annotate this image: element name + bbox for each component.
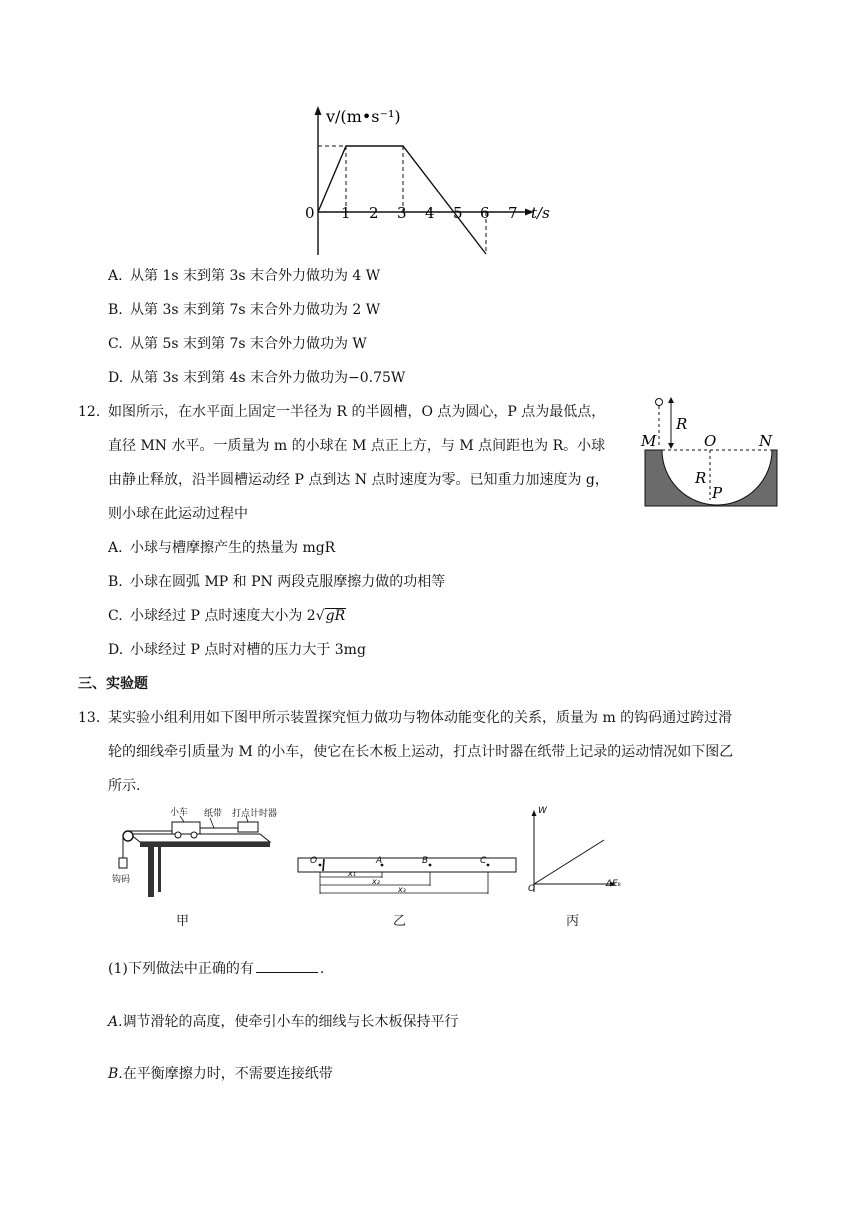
sqrt-content: gR bbox=[325, 608, 346, 624]
q12-number: 12. bbox=[78, 404, 101, 420]
weight-icon bbox=[119, 858, 127, 868]
figure-caption-yi: 乙 bbox=[393, 914, 407, 929]
label-N: N bbox=[759, 432, 773, 450]
q13-stem-line: 轮的细线牵引质量为 M 的小车，使它在长木板上运动，打点计时器在纸带上记录的运动情况如下图乙 bbox=[108, 744, 734, 760]
tape-start-mark bbox=[323, 859, 324, 871]
label-R-top: R bbox=[676, 415, 688, 433]
graph-label-O: O bbox=[528, 884, 536, 894]
option-letter: B. bbox=[108, 574, 123, 590]
section-title: 三、实验题 bbox=[78, 676, 148, 692]
option-letter: D. bbox=[108, 370, 124, 386]
apparatus-figure bbox=[110, 806, 290, 906]
graph-label-W: W bbox=[538, 806, 547, 816]
y-axis-arrow bbox=[532, 810, 537, 816]
tick-label: 7 bbox=[508, 204, 518, 222]
q11-option-d bbox=[108, 368, 405, 388]
groove-block bbox=[645, 450, 777, 506]
tape-dot bbox=[429, 864, 432, 867]
answer-blank[interactable] bbox=[256, 958, 318, 973]
option-text: 从第 3s 末到第 7s 末合外力做功为 2 W bbox=[130, 302, 381, 318]
option-text: 小球在圆弧 MP 和 PN 两段克服摩擦力做的功相等 bbox=[130, 574, 446, 590]
ball-icon bbox=[656, 399, 663, 406]
q13-part1 bbox=[108, 958, 324, 979]
q11-option-b bbox=[108, 300, 380, 320]
choice-letter: B. bbox=[108, 1066, 123, 1082]
x-axis-label: t/s bbox=[531, 204, 550, 222]
label-P: P bbox=[712, 484, 723, 502]
q13-stem-line: 所示. bbox=[108, 778, 141, 794]
y-axis-label: v/(m•s⁻¹) bbox=[326, 107, 401, 126]
cart-wheel-icon bbox=[191, 832, 197, 838]
semicircular-groove-figure bbox=[635, 392, 785, 512]
tick-label: 2 bbox=[369, 204, 379, 222]
graph-label-dEk: ΔEₖ bbox=[606, 879, 622, 889]
tick-label: 3 bbox=[397, 204, 407, 222]
timer-icon bbox=[238, 822, 258, 832]
choice-letter: A. bbox=[108, 1014, 123, 1030]
arrow-down-icon bbox=[668, 443, 674, 449]
choice-text: 调节滑轮的高度，使牵引小车的细线与长木板保持平行 bbox=[122, 1014, 459, 1030]
q12-stem-line: 如图所示，在水平面上固定一半径为 R 的半圆槽，O 点为圆心，P 点为最低点， bbox=[108, 404, 606, 420]
arrow-up-icon bbox=[668, 397, 674, 403]
velocity-curve bbox=[318, 146, 486, 254]
option-letter: D. bbox=[108, 642, 124, 658]
q12-option-d bbox=[108, 640, 366, 660]
figure-caption-jia: 甲 bbox=[176, 914, 190, 929]
option-letter: A. bbox=[108, 268, 123, 284]
q13-choice-a bbox=[108, 1012, 459, 1032]
cart-wheel-icon bbox=[175, 832, 181, 838]
cart-label: 小车 bbox=[170, 808, 189, 818]
q13-stem-line: 某实验小组利用如下图甲所示装置探究恒力做功与物体动能变化的关系，质量为 m 的钩码通过跨过滑 bbox=[108, 710, 733, 726]
tape-label-A: A bbox=[376, 856, 383, 866]
tape-dot bbox=[487, 864, 490, 867]
q11-option-a bbox=[108, 266, 380, 286]
option-letter: C. bbox=[108, 336, 123, 352]
paper-tape-figure bbox=[296, 852, 520, 898]
option-text: 小球经过 P 点时对槽的压力大于 3mg bbox=[130, 642, 366, 658]
tape-label-O: O bbox=[310, 856, 318, 866]
sqrt-radical: √ bbox=[315, 608, 325, 624]
choice-text: 在平衡摩擦力时，不需要连接纸带 bbox=[122, 1066, 333, 1082]
tape-label-x3: x₃ bbox=[398, 885, 406, 894]
tick-label: 6 bbox=[480, 204, 490, 222]
label-O: O bbox=[704, 432, 717, 450]
q12-stem-line: 直径 MN 水平。一质量为 m 的小球在 M 点正上方，与 M 点间距也为 R。小球 bbox=[108, 438, 606, 454]
option-text: 小球与槽摩擦产生的热量为 mgR bbox=[130, 540, 336, 556]
q12-stem-line: 则小球在此运动过程中 bbox=[108, 506, 248, 522]
weight-label: 钩码 bbox=[112, 875, 131, 885]
tape-label: 纸带 bbox=[204, 809, 223, 819]
velocity-time-graph bbox=[300, 100, 560, 260]
tape-dot bbox=[319, 864, 322, 867]
q11-option-c bbox=[108, 334, 367, 354]
pulley-icon bbox=[123, 831, 133, 841]
label-pointer-line bbox=[210, 818, 214, 828]
q12-option-a bbox=[108, 538, 335, 558]
proportional-line bbox=[534, 840, 604, 884]
q13-number: 13. bbox=[78, 710, 101, 726]
table-top bbox=[130, 834, 270, 842]
table-edge bbox=[140, 842, 270, 847]
q12-option-c bbox=[108, 606, 346, 626]
option-letter: A. bbox=[108, 540, 123, 556]
q12-stem-line: 由静止释放，沿半圆槽运动经 P 点到达 N 点时速度为零。已知重力加速度为 g， bbox=[108, 472, 609, 488]
option-text: 从第 1s 末到第 3s 末合外力做功为 4 W bbox=[130, 268, 381, 284]
tick-label: 5 bbox=[453, 204, 463, 222]
label-R-mid: R bbox=[695, 469, 707, 487]
part1-period: . bbox=[319, 961, 325, 977]
tape-label-x1: x₁ bbox=[348, 869, 356, 878]
tape-label-C: C bbox=[480, 856, 487, 866]
option-letter: B. bbox=[108, 302, 123, 318]
option-text: 从第 3s 末到第 4s 末合外力做功为−0.75W bbox=[130, 370, 406, 386]
option-text: 从第 5s 末到第 7s 末合外力做功为 W bbox=[130, 336, 367, 352]
option-letter: C. bbox=[108, 608, 123, 624]
part1-text: (1)下列做法中正确的有 bbox=[108, 961, 254, 977]
tape-label-B: B bbox=[422, 856, 429, 866]
q12-option-b bbox=[108, 572, 445, 592]
timer-label: 打点计时器 bbox=[232, 809, 278, 819]
option-text: 小球经过 P 点时速度大小为 2 bbox=[130, 608, 316, 624]
q13-choice-b bbox=[108, 1064, 333, 1084]
tick-label: 1 bbox=[341, 204, 351, 222]
figure-caption-bing: 丙 bbox=[566, 914, 580, 929]
tick-label: 4 bbox=[425, 204, 435, 222]
tape-label-x2: x₂ bbox=[372, 877, 380, 886]
origin-label: 0 bbox=[305, 204, 315, 222]
table-leg bbox=[148, 847, 154, 897]
table-leg bbox=[158, 847, 161, 892]
y-axis-arrow bbox=[315, 106, 322, 115]
label-M: M bbox=[641, 432, 657, 450]
